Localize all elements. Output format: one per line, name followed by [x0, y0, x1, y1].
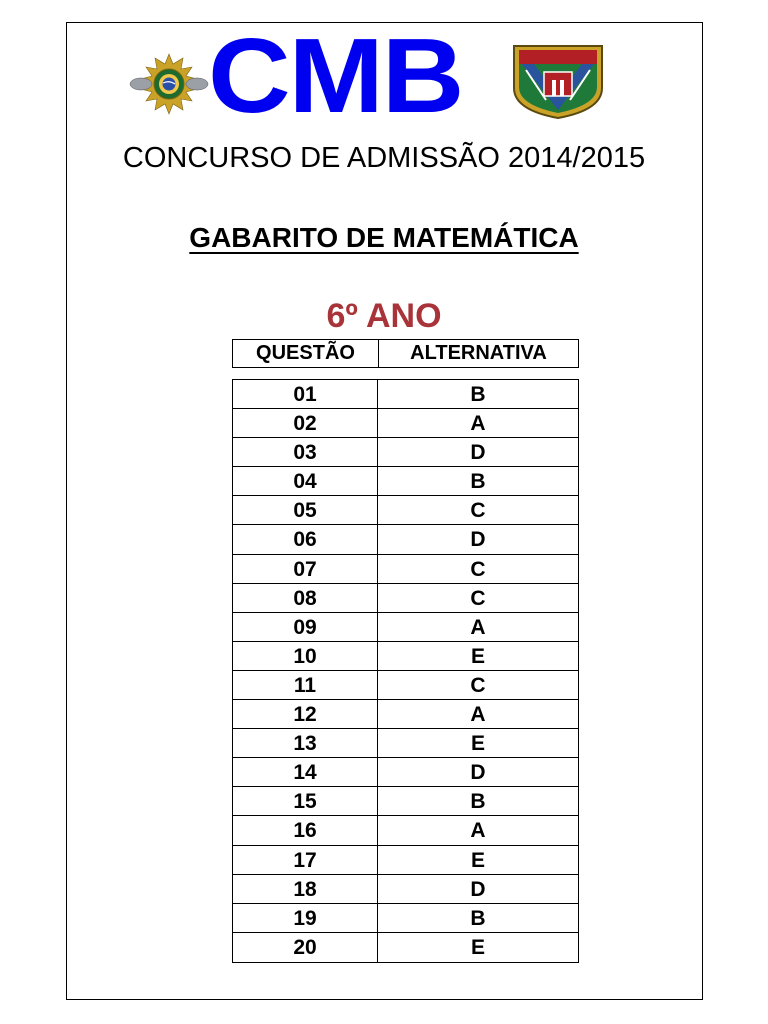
table-row	[233, 438, 578, 467]
question-number: 08	[233, 584, 378, 612]
table-row	[233, 642, 578, 671]
question-number: 18	[233, 875, 378, 903]
answer-letter: E	[470, 848, 485, 872]
answer-letter: C	[470, 586, 486, 610]
answer-letter: D	[470, 877, 486, 901]
table-row	[233, 671, 578, 700]
table-row	[233, 904, 578, 933]
header-alternative: ALTERNATIVA	[410, 342, 547, 364]
answer-letter: E	[470, 935, 485, 959]
table-row	[233, 555, 578, 584]
answer-key-title-text: GABARITO DE MATEMÁTICA	[189, 222, 579, 253]
table-row	[233, 467, 578, 496]
table-row	[233, 933, 578, 962]
table-row	[233, 525, 578, 554]
answer-table	[232, 379, 579, 963]
table-row	[233, 613, 578, 642]
question-number: 13	[233, 729, 378, 757]
answer-letter: C	[470, 673, 486, 697]
question-number: 01	[233, 380, 378, 408]
table-row	[233, 758, 578, 787]
answer-letter: B	[470, 790, 486, 814]
question-number: 04	[233, 467, 378, 495]
answer-letter: C	[470, 557, 486, 581]
table-header	[232, 339, 579, 368]
cmb-logo: CMB	[208, 17, 463, 135]
header	[0, 0, 768, 135]
answer-letter: A	[470, 703, 486, 727]
answer-letter: D	[470, 528, 486, 552]
question-number: 11	[233, 671, 378, 699]
question-number: 05	[233, 496, 378, 524]
table-row	[233, 875, 578, 904]
table-row	[233, 816, 578, 845]
table-row	[233, 787, 578, 816]
question-number: 19	[233, 904, 378, 932]
question-number: 14	[233, 758, 378, 786]
contest-title: CONCURSO DE ADMISSÃO 2014/2015	[122, 142, 646, 174]
answer-letter: A	[470, 615, 486, 639]
answer-letter: D	[470, 761, 486, 785]
question-number: 16	[233, 816, 378, 844]
answer-letter: E	[470, 732, 485, 756]
answer-key-title	[0, 220, 768, 256]
question-number: 10	[233, 642, 378, 670]
table-row	[233, 700, 578, 729]
question-number: 02	[233, 409, 378, 437]
table-row	[233, 729, 578, 758]
answer-letter: A	[470, 819, 486, 843]
cmb-shield-icon	[510, 44, 606, 120]
army-emblem-icon	[129, 52, 209, 116]
table-row	[233, 846, 578, 875]
question-number: 15	[233, 787, 378, 815]
answer-letter: B	[470, 470, 486, 494]
question-number: 03	[233, 438, 378, 466]
question-number: 09	[233, 613, 378, 641]
table-row	[233, 380, 578, 409]
grade-label: 6º ANO	[326, 297, 442, 335]
table-row	[233, 409, 578, 438]
answer-letter: D	[470, 441, 486, 465]
answer-letter: B	[470, 906, 486, 930]
answer-letter: A	[470, 412, 486, 436]
question-number: 07	[233, 555, 378, 583]
header-question: QUESTÃO	[233, 340, 379, 367]
question-number: 20	[233, 933, 378, 962]
question-number: 17	[233, 846, 378, 874]
answer-letter: C	[470, 499, 486, 523]
question-number: 06	[233, 525, 378, 553]
answer-letter: E	[470, 644, 485, 668]
question-number: 12	[233, 700, 378, 728]
answer-letter: B	[470, 383, 486, 406]
table-row	[233, 496, 578, 525]
table-row	[233, 584, 578, 613]
